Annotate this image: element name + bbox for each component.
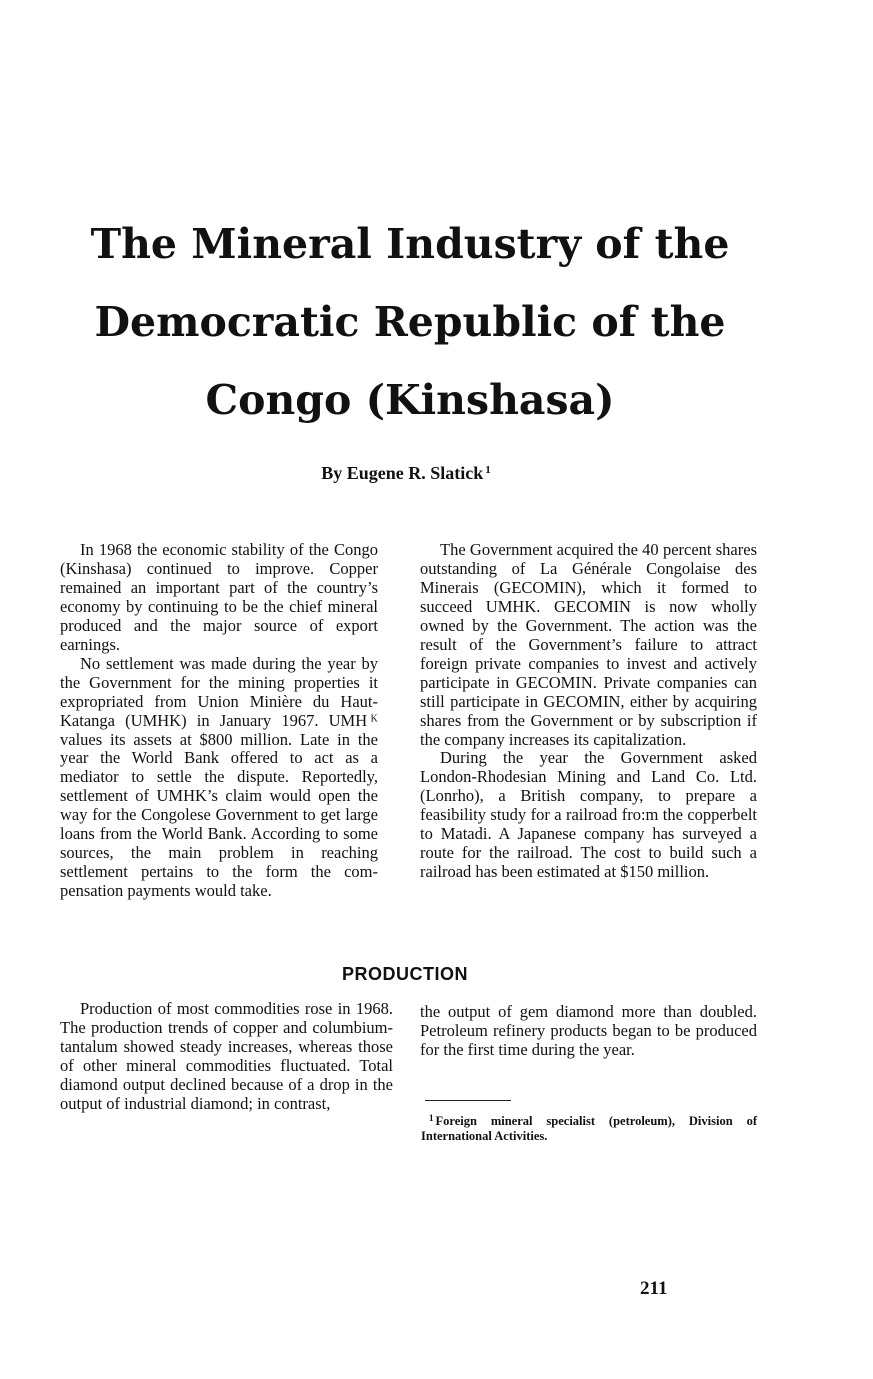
footnote-text: Foreign mineral specialist (petroleum), Division of International Activities. — [421, 1114, 757, 1143]
author-name: By Eugene R. Slatick — [321, 463, 484, 483]
intro-left-column — [60, 541, 378, 901]
article-title — [80, 205, 740, 439]
intro-right-column — [420, 541, 757, 882]
footnote-divider — [425, 1100, 511, 1101]
title-line-1: The Mineral Industry of the — [90, 220, 730, 268]
production-left-column — [60, 1000, 393, 1114]
intro-paragraph-2: No settlement was made during the year by the Government for the mining properties it expropriated from Union Minière du Haut-Katanga (UMHK) in January 1967. UMH ᴷ values its assets at $800 million. Late in the year the World Bank offered to act as a mediator to settle the dispute. Reportedly, settlement of UMHK’s claim would open the way for the Congolese Government to get large loans from the World Bank. According to some sources, the main problem in reaching settlement pertains to the form the compensation payments would take. — [60, 653, 378, 901]
author-byline — [0, 463, 812, 484]
intro-paragraph-3: The Government acquired the 40 percent shares outstanding of La Générale Congolaise des Minerais (GECOMIN), which it formed to succeed UMHK. GECOMIN is now wholly owned by the Government. The action was the result of the Government’s failure to attract foreign private companies to invest and actively participate in GECOMIN. Private companies can still participate in GECOMIN, either by acquiring shares from the Government or by subscription if the company increases its capitalization. — [420, 540, 757, 749]
title-line-3: Congo (Kinshasa) — [205, 376, 615, 424]
footnote — [421, 1111, 757, 1144]
production-right-column — [420, 1003, 757, 1060]
author-footnote-mark: 1 — [485, 464, 491, 476]
production-paragraph-left: Production of most commodities rose in 1968. The production trends of copper and columbium-tantalum showed steady increases, whereas those of other mineral commodities fluctuated. Total diamond output declined because of a drop in the output of industrial diamond; in contrast, — [60, 999, 393, 1113]
page-number: 211 — [640, 1278, 668, 1299]
production-heading: PRODUCTION — [342, 964, 468, 984]
production-paragraph-right: the output of gem diamond more than doubled. Petroleum refinery products began to be produced for the first time during the year. — [420, 1002, 757, 1059]
title-line-2: Democratic Republic of the — [94, 298, 726, 346]
intro-paragraph-4: During the year the Government asked London-Rhodesian Mining and Land Co. Ltd. (Lonrho), a British company, to prepare a feasibility study for a railroad fro:m the copperbelt to Matadi. A Japanese company has surveyed a route for the railroad. The cost to build such a railroad has been estimated at $150 million. — [420, 748, 757, 882]
intro-paragraph-1: In 1968 the economic stability of the Congo (Kinshasa) continued to improve. Copper remained an important part of the country’s economy by continuing to be the chief mineral produced and the major source of export earnings. — [60, 540, 378, 654]
footnote-mark: 1 — [429, 1113, 434, 1123]
